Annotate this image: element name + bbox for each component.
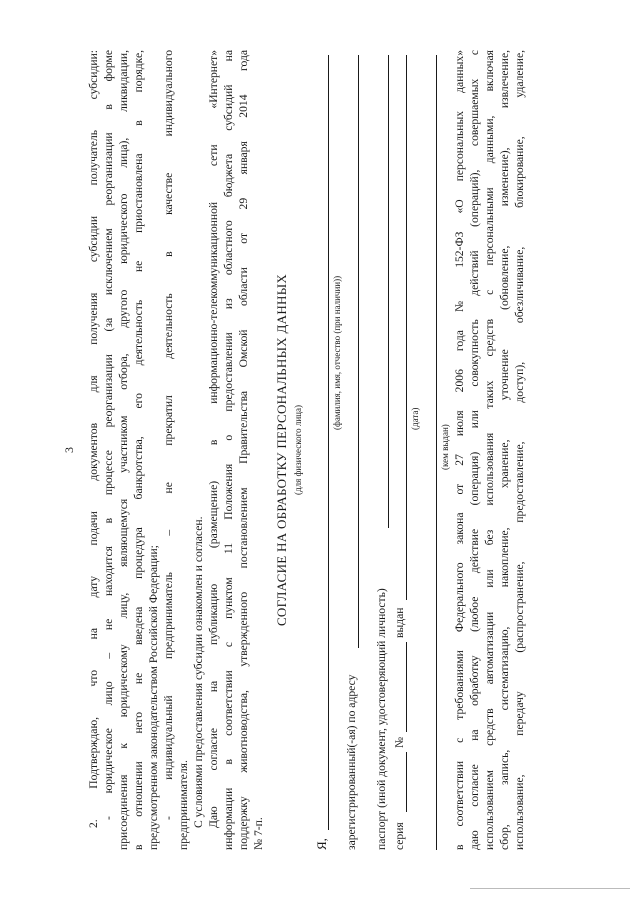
rotated-document-body (60, 50, 580, 850)
passport-input-line[interactable] (388, 55, 389, 528)
consent-subtitle: (для физического лица) (293, 405, 303, 495)
number-input-line[interactable] (406, 642, 407, 732)
page-number: 3 (62, 447, 76, 453)
date-hint: (дата) (410, 407, 420, 430)
confirm-line-5: предусмотренном законодательством Российской Федерации; (147, 545, 160, 850)
confirm-line-12: № 7-п. (252, 817, 265, 850)
confirm-line-8: С условиями предоставления субсидии ознакомлен и согласен. (192, 516, 205, 828)
fio-input-line[interactable] (328, 55, 329, 830)
confirm-line-1: 2. Подтверждаю, что на дату подачи документов для получения субсидии получатель субсидии: (87, 50, 100, 828)
issued-date-input-line[interactable] (406, 55, 407, 600)
consent-body-2: даю согласие на обработку (любое действие (операция) или совокупность действий (операций), совершаемых с (468, 50, 481, 850)
consent-body-1: в соответствии с требованиями Федерального закона от 27 июля 2006 года № 152-ФЗ «О персональных данных» (453, 50, 466, 850)
confirm-line-7: предпринимателя. (177, 760, 190, 850)
issuer-hint: (кем выдан) (440, 424, 450, 470)
issued-label: выдан (393, 607, 406, 638)
confirm-line-2: - юридическое лицо – не находится в процессе реорганизации (за исключением реорганизации в форме (102, 50, 115, 820)
passport-label: паспорт (иной документ, удостоверяющий личность) (375, 588, 388, 850)
consent-title: СОГЛАСИЕ НА ОБРАБОТКУ ПЕРСОНАЛЬНЫХ ДАННЫХ (274, 273, 289, 627)
confirm-line-9: Даю согласие на публикацию (размещение) в информационно-телекоммуникационной сети «Интернет» (207, 50, 220, 828)
footer-divider (470, 888, 630, 889)
address-input-line[interactable] (358, 55, 359, 648)
number-label: № (393, 736, 406, 748)
i-label: Я, (314, 838, 329, 850)
confirm-line-10: информации в соответствии с пунктом 11 Положения о предоставлении из областного бюджета субсидий на (222, 50, 235, 850)
consent-body-4: сбор, запись, систематизацию, накопление, хранение, уточнение (обновление, изменение), извлечение, (498, 50, 511, 850)
issuer-input-line[interactable] (436, 55, 437, 850)
address-label: зарегистрированный(-ая) по адресу (345, 674, 358, 850)
confirm-line-4: в отношении него не введена процедура банкротства, его деятельность не приостановлена в порядке, (132, 50, 145, 850)
confirm-line-6: - индивидуальный предприниматель – не прекратил деятельность в качестве индивидуального (162, 50, 175, 820)
series-input-line[interactable] (406, 752, 407, 812)
series-label: серия (393, 822, 406, 850)
consent-body-5: использование, передачу (распространение, предоставление, доступ), обезличивание, блокирование, удаление, (513, 50, 526, 850)
confirm-line-11: поддержку животноводства, утвержденного постановлением Правительства Омской области от 29 января 2014 года (237, 50, 250, 850)
fio-hint: (фамилия, имя, отчество (при наличии)) (332, 275, 342, 430)
consent-body-3: использованием средств автоматизации или без использования таких средств с персональными данными, включая (483, 50, 496, 850)
confirm-line-3: присоединения к юридическому лицу, являющемуся участником отбора, другого юридического лица), ликвидации, (117, 50, 130, 850)
